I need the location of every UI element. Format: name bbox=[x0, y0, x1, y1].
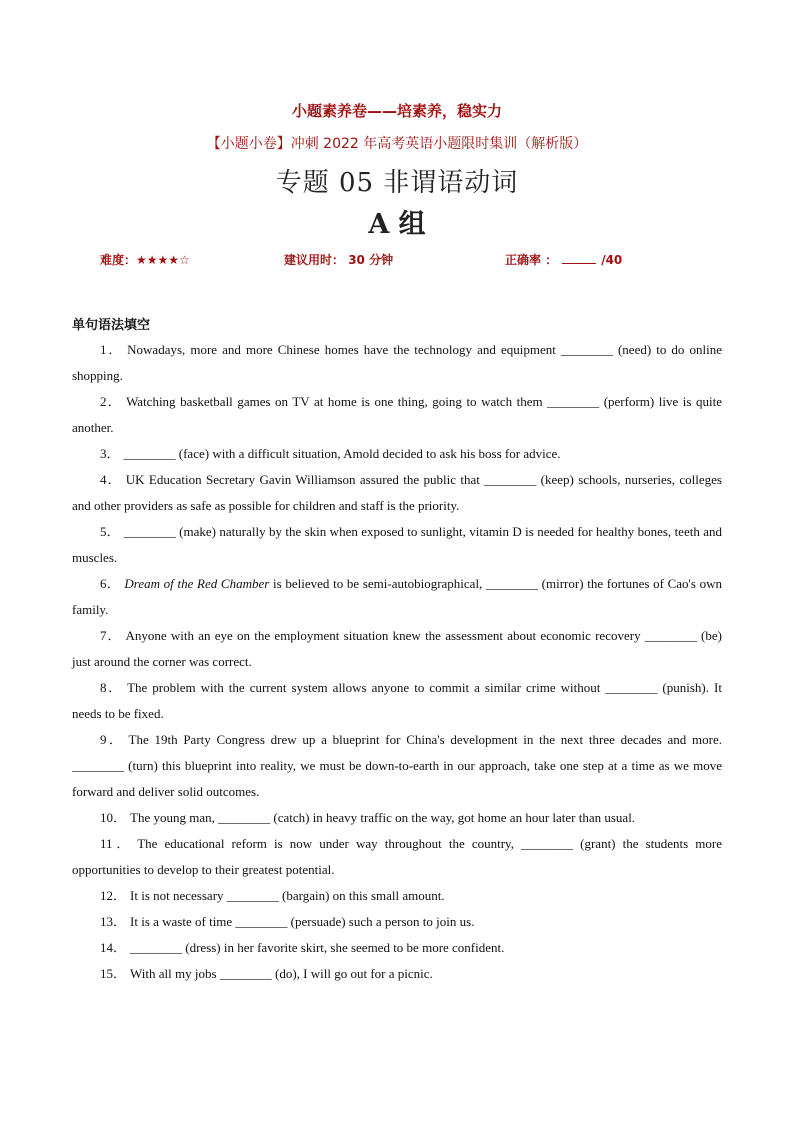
question-item bbox=[72, 805, 722, 831]
question-text: ________ (face) with a difficult situation, Amold decided to ask his boss for advice. bbox=[123, 446, 561, 461]
question-number: 5． bbox=[100, 524, 120, 539]
question-number: 2． bbox=[100, 394, 123, 409]
difficulty-stars: ★★★★☆ bbox=[136, 253, 190, 267]
question-item bbox=[72, 623, 722, 675]
question-text: is believed to be semi-autobiographical, ________ (mirror) the fortunes of Cao's own family. bbox=[72, 576, 723, 617]
question-item bbox=[72, 337, 722, 389]
time-info bbox=[284, 251, 393, 268]
question-text: The 19th Party Congress drew up a blueprint for China's development in the next three decades and more. ________ (turn) this blueprint into reality, we must be down-to-earth in our approach, take one step at a time as we move forward and deliver solid outcomes. bbox=[72, 732, 722, 799]
question-item bbox=[72, 935, 722, 961]
time-value: 30 分钟 bbox=[348, 253, 394, 267]
question-item bbox=[72, 389, 722, 441]
question-text: ________ (dress) in her favorite skirt, she seemed to be more confident. bbox=[130, 940, 505, 955]
question-number: 9． bbox=[100, 732, 125, 747]
question-item bbox=[72, 519, 722, 571]
question-text: UK Education Secretary Gavin Williamson assured the public that ________ (keep) schools, nurseries, colleges and other providers as safe as possible for children and staff is the priority. bbox=[72, 472, 722, 513]
question-item bbox=[72, 467, 722, 519]
group-title: A 组 bbox=[368, 209, 426, 240]
topic-title: 专题 05 非谓语动词 bbox=[275, 168, 519, 198]
document-subtitle: 【小题小卷】冲刺 2022 年高考英语小题限时集训（解析版） bbox=[206, 136, 588, 152]
question-number: 1． bbox=[100, 342, 124, 357]
question-number: 11． bbox=[100, 836, 134, 851]
accuracy-info bbox=[505, 251, 622, 268]
question-number: 4． bbox=[100, 472, 122, 487]
question-number: 6． bbox=[100, 576, 121, 591]
question-item bbox=[72, 961, 722, 987]
question-item bbox=[72, 571, 722, 623]
question-text: With all my jobs ________ (do), I will go out for a picnic. bbox=[130, 966, 433, 981]
difficulty-label: 难度： bbox=[100, 253, 137, 267]
question-number: 7． bbox=[100, 628, 122, 643]
question-item bbox=[72, 441, 722, 467]
question-number: 3． bbox=[100, 446, 120, 461]
question-item bbox=[72, 831, 722, 883]
difficulty-info bbox=[100, 251, 190, 268]
question-number: 10． bbox=[100, 810, 127, 825]
question-list bbox=[72, 337, 722, 987]
accuracy-blank bbox=[562, 254, 596, 264]
series-kicker: 小题素养卷——培素养，稳实力 bbox=[291, 102, 502, 120]
accuracy-label: 正确率 ： bbox=[505, 253, 558, 267]
question-text: It is not necessary ________ (bargain) on this small amount. bbox=[130, 888, 445, 903]
question-item bbox=[72, 883, 722, 909]
question-item bbox=[72, 727, 722, 805]
accuracy-total: /40 bbox=[601, 253, 623, 267]
section-title: 单句语法填空 bbox=[72, 318, 151, 333]
question-text: The young man, ________ (catch) in heavy traffic on the way, got home an hour later than usual. bbox=[130, 810, 636, 825]
question-text: It is a waste of time ________ (persuade) such a person to join us. bbox=[130, 914, 475, 929]
question-text: Nowadays, more and more Chinese homes have the technology and equipment ________ (need) to do online shopping. bbox=[72, 342, 722, 383]
question-text: Watching basketball games on TV at home is one thing, going to watch them ________ (perform) live is quite another. bbox=[72, 394, 722, 435]
question-number: 13． bbox=[100, 914, 127, 929]
question-item bbox=[72, 909, 722, 935]
question-number: 15． bbox=[100, 966, 127, 981]
question-number: 14． bbox=[100, 940, 127, 955]
time-label: 建议用时： bbox=[284, 253, 345, 267]
question-number: 8． bbox=[100, 680, 124, 695]
question-text: The educational reform is now under way throughout the country, ________ (grant) the students more opportunities to develop to their greatest potential. bbox=[72, 836, 722, 877]
question-number: 12． bbox=[100, 888, 127, 903]
question-item bbox=[72, 675, 722, 727]
question-text: ________ (make) naturally by the skin when exposed to sunlight, vitamin D is needed for healthy bones, teeth and muscles. bbox=[72, 524, 722, 565]
question-text: Anyone with an eye on the employment situation knew the assessment about economic recovery ________ (be) just around the corner was correct. bbox=[72, 628, 722, 669]
book-title: Dream of the Red Chamber bbox=[124, 576, 270, 591]
question-text: The problem with the current system allows anyone to commit a similar crime without ________ (punish). It needs to be fixed. bbox=[72, 680, 722, 721]
